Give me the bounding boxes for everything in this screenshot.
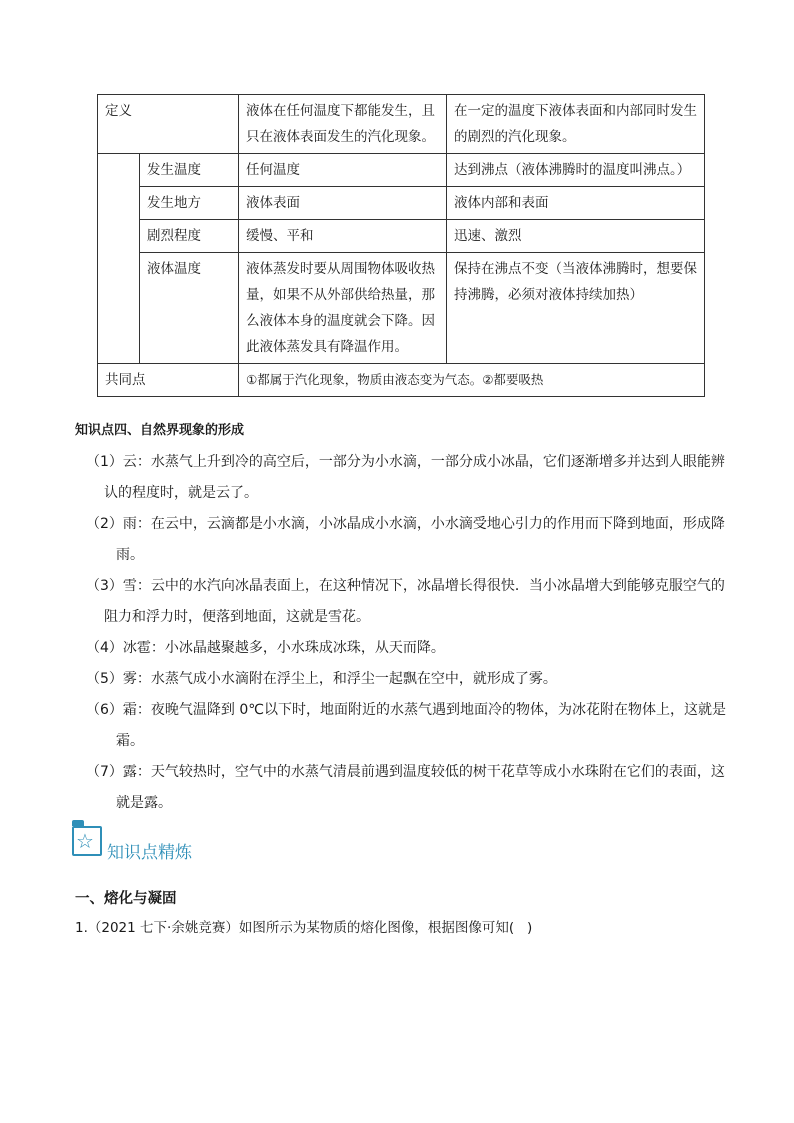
table-cell-boiling: 在一定的温度下液体表面和内部同时发生的剧烈的汽化现象。 [447, 95, 705, 154]
list-item-text: （4）冰雹：小冰晶越聚越多，小水珠成冰珠，从天而降。 [86, 640, 445, 656]
list-item [86, 757, 726, 819]
star-folder-icon: ☆ [72, 826, 102, 856]
list-item-continuation: 阻力和浮力时，便落到地面，这就是雪花。 [104, 609, 370, 625]
table-cell-boiling: 迅速、激烈 [447, 220, 705, 253]
table-cell-label: 共同点 [98, 364, 239, 397]
list-item-text: （1）云：水蒸气上升到冷的高空后，一部分为小水滴，一部分成小冰晶，它们逐渐增多并达到人眼能辨 [86, 454, 725, 470]
table-cell-label: 液体温度 [140, 253, 239, 364]
table-cell-evaporation: 缓慢、平和 [239, 220, 447, 253]
list-item-continuation: 霜。 [116, 733, 144, 749]
phenomena-list [86, 447, 726, 819]
table-row-common [98, 364, 705, 397]
evaporation-boiling-table [97, 94, 705, 397]
table-row [98, 220, 705, 253]
table-row [98, 154, 705, 187]
table-row-definition [98, 95, 705, 154]
table-cell-label: 发生温度 [140, 154, 239, 187]
list-item [86, 664, 726, 695]
list-item-text: （3）雪：云中的水汽向冰晶表面上，在这种情况下，冰晶增长得很快．当小冰晶增大到能够克服空气的 [86, 578, 725, 594]
list-item-continuation: 雨。 [116, 547, 144, 563]
list-item-text: （5）雾：水蒸气成小水滴附在浮尘上，和浮尘一起飘在空中，就形成了雾。 [86, 671, 557, 687]
table-cell-evaporation: 液体表面 [239, 187, 447, 220]
table-cell-evaporation: 任何温度 [239, 154, 447, 187]
table-cell-boiling: 达到沸点（液体沸腾时的温度叫沸点。） [447, 154, 705, 187]
question-text: 1.（2021 七下·余姚竞赛）如图所示为某物质的熔化图像，根据图像可知( ) [75, 920, 533, 936]
list-item-text: （2）雨：在云中，云滴都是小水滴，小冰晶成小水滴，小水滴受地心引力的作用而下降到地面，形成降 [86, 516, 725, 532]
list-item [86, 695, 726, 757]
table-cell-blank [98, 154, 140, 364]
section-title: 知识点精炼 [107, 843, 192, 863]
list-item [86, 571, 726, 633]
table-cell-boiling: 液体内部和表面 [447, 187, 705, 220]
knowledge-heading: 知识点四、自然界现象的形成 [75, 423, 245, 438]
list-item [86, 447, 726, 509]
table-cell-evaporation: 液体在任何温度下都能发生，且只在液体表面发生的汽化现象。 [239, 95, 447, 154]
table-row [98, 187, 705, 220]
table-row [98, 253, 705, 364]
table-cell-boiling: 保持在沸点不变（当液体沸腾时，想要保持沸腾，必须对液体持续加热） [447, 253, 705, 364]
table-cell-label: 定义 [98, 95, 239, 154]
list-item-continuation: 就是露。 [116, 795, 172, 811]
subsection-heading: 一、熔化与凝固 [75, 891, 177, 907]
list-item-continuation: 认的程度时，就是云了。 [104, 485, 258, 501]
list-item-text: （7）露：天气较热时，空气中的水蒸气清晨前遇到温度较低的树干花草等成小水珠附在它们的表面，这 [86, 764, 725, 780]
list-item [86, 633, 726, 664]
table-cell-common: ①都属于汽化现象，物质由液态变为气态。②都要吸热 [239, 364, 705, 397]
table-cell-evaporation: 液体蒸发时要从周围物体吸收热量，如果不从外部供给热量，那么液体本身的温度就会下降。因此液体蒸发具有降温作用。 [239, 253, 447, 364]
list-item-text: （6）霜：夜晚气温降到 0℃以下时，地面附近的水蒸气遇到地面冷的物体，为冰花附在物体上，这就是 [86, 702, 726, 718]
table-cell-label: 剧烈程度 [140, 220, 239, 253]
table-cell-label: 发生地方 [140, 187, 239, 220]
list-item [86, 509, 726, 571]
